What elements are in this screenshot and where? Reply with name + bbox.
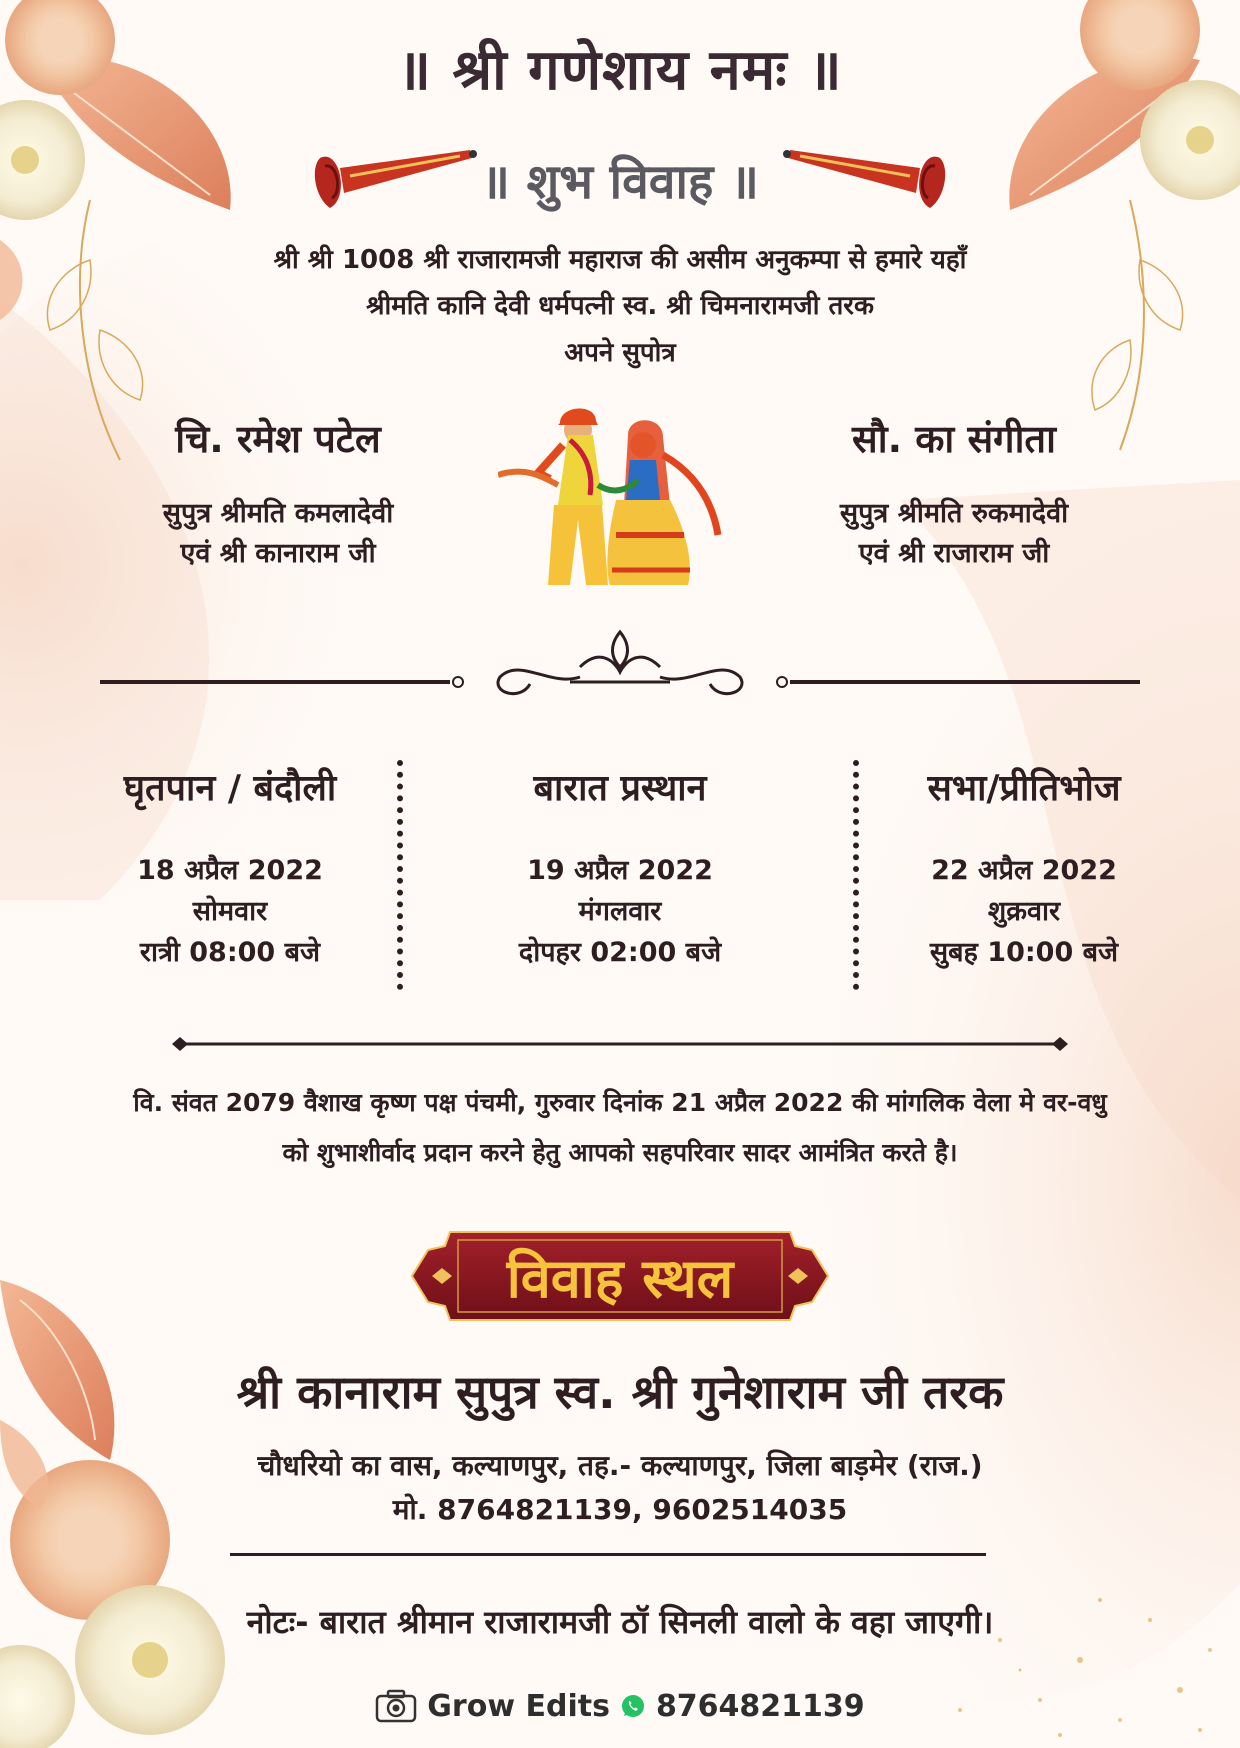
- whatsapp-icon: [620, 1693, 646, 1719]
- event-time-ghritpan: रात्री 08:00 बजे: [139, 937, 321, 968]
- ganesh-invocation: ॥ श्री गणेशाय नमः ॥: [397, 38, 843, 103]
- footer-phone: 8764821139: [655, 1688, 865, 1724]
- venue-phone: मो. 8764821139, 9602514035: [392, 1493, 848, 1526]
- venue-host: श्री कानाराम सुपुत्र स्व. श्री गुनेशाराम जी तरक: [236, 1365, 1004, 1419]
- event-separator-1: [397, 760, 403, 990]
- event-date-ghritpan: 18 अप्रैल 2022: [137, 855, 323, 886]
- venue-banner: [410, 1226, 830, 1326]
- footer-branding: [360, 1686, 880, 1726]
- event-time-sabha: सुबह 10:00 बजे: [929, 937, 1119, 968]
- ornamental-divider: [100, 622, 1140, 702]
- venue-banner-label: विवाह स्थल: [506, 1247, 734, 1310]
- venue-address: चौधरियो का वास, कल्याणपुर, तह.- कल्याणपुर, जिला बाड़मेर (राज.): [257, 1449, 983, 1482]
- shubh-vivah-title: ॥ शुभ विवाह ॥: [481, 154, 759, 210]
- bride-parents-line-1: सुपुत्र श्रीमति रुकमादेवी: [839, 498, 1069, 529]
- event-time-barat: दोपहर 02:00 बजे: [518, 937, 722, 968]
- event-day-ghritpan: सोमवार: [192, 896, 268, 927]
- blessing-line-2: को शुभाशीर्वाद प्रदान करने हेतु आपको सहपरिवार सादर आमंत्रित करते है।: [282, 1138, 958, 1167]
- groom-parents-line-2: एवं श्री कानाराम जी: [180, 538, 376, 569]
- event-day-sabha: शुक्रवार: [987, 896, 1061, 927]
- event-title-barat: बारात प्रस्थान: [533, 768, 707, 809]
- intro-line-3: अपने सुपोत्र: [564, 338, 676, 368]
- bride-name: सौ. का संगीता: [852, 417, 1056, 461]
- intro-line-1: श्री श्री 1008 श्री राजारामजी महाराज की असीम अनुकम्पा से हमारे यहाँ: [273, 245, 967, 275]
- note-text: नोटः- बारात श्रीमान राजारामजी ठॉ सिनली वालो के वहा जाएगी।: [246, 1603, 994, 1641]
- groom-parents-line-1: सुपुत्र श्रीमति कमलादेवी: [162, 498, 394, 529]
- event-date-sabha: 22 अप्रैल 2022: [931, 855, 1117, 886]
- event-date-barat: 19 अप्रैल 2022: [527, 855, 713, 886]
- groom-name: चि. रमेश पटेल: [175, 417, 381, 461]
- venue-divider: [230, 1553, 986, 1556]
- event-day-barat: मंगलवार: [578, 896, 662, 927]
- event-title-ghritpan: घृतपान / बंदौली: [123, 768, 337, 809]
- bride-groom-illustration: [498, 395, 728, 595]
- diamond-divider: [172, 1034, 1068, 1054]
- footer-brand: Grow Edits: [427, 1688, 610, 1724]
- bride-parents-line-2: एवं श्री राजाराम जी: [858, 538, 1050, 569]
- intro-line-2: श्रीमति कानि देवी धर्मपत्नी स्व. श्री चिमनारामजी तरक: [366, 291, 874, 321]
- camera-icon: [375, 1689, 417, 1723]
- blessing-line-1: वि. संवत 2079 वैशाख कृष्ण पक्ष पंचमी, गुरुवार दिनांक 21 अप्रैल 2022 की मांगलिक वेला मे वर-वधु: [133, 1088, 1107, 1117]
- event-title-sabha: सभा/प्रीतिभोज: [927, 768, 1121, 809]
